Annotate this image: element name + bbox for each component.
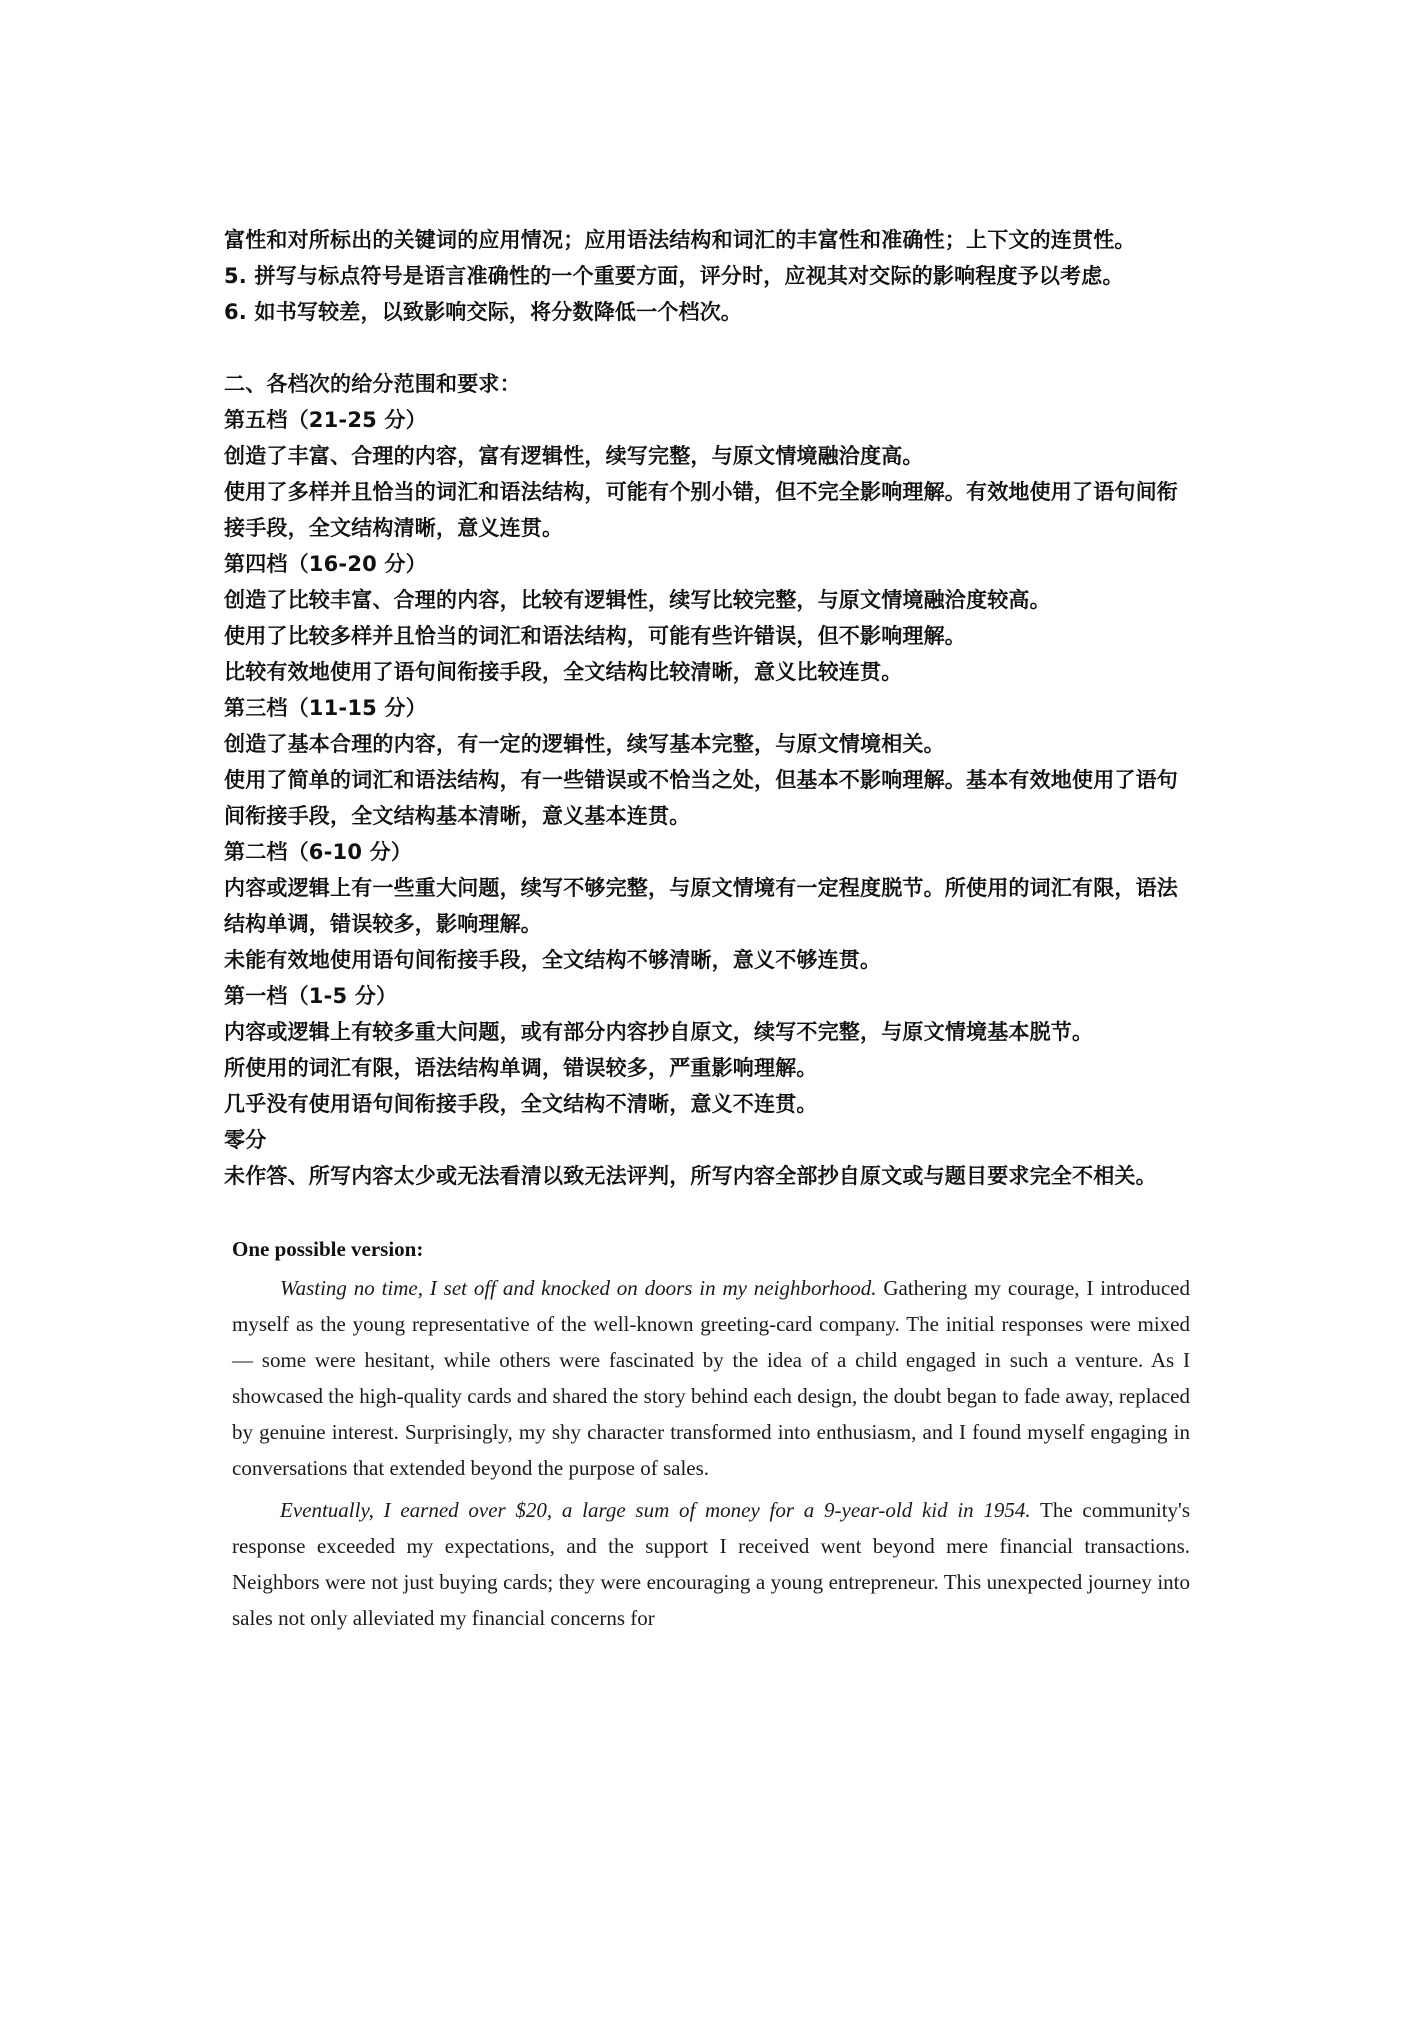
paragraph-lead: Eventually, I earned over $20, a large sum of money for a 9-year-old kid in 1954. <box>280 1498 1031 1522</box>
level-line: 比较有效地使用了语句间衔接手段，全文结构比较清晰，意义比较连贯。 <box>224 660 903 684</box>
level-line: 使用了多样并且恰当的词汇和语法结构，可能有个别小错，但不完全影响理解。有效地使用了语句间衔接手段，全文结构清晰，意义连贯。 <box>224 480 1178 540</box>
level-line: 创造了丰富、合理的内容，富有逻辑性，续写完整，与原文情境融洽度高。 <box>224 444 924 468</box>
level-title: 第一档（1-5 分） <box>224 984 398 1008</box>
level-title: 第五档（21-25 分） <box>224 408 427 432</box>
level-line: 使用了简单的词汇和语法结构，有一些错误或不恰当之处，但基本不影响理解。基本有效地使用了语句间衔接手段，全文结构基本清晰，意义基本连贯。 <box>224 768 1178 828</box>
level-title: 第四档（16-20 分） <box>224 552 427 576</box>
level-line: 几乎没有使用语句间衔接手段，全文结构不清晰，意义不连贯。 <box>224 1092 818 1116</box>
level-title: 第三档（11-15 分） <box>224 696 427 720</box>
level-title: 第二档（6-10 分） <box>224 840 413 864</box>
rubric-line: 6. 如书写较差，以致影响交际，将分数降低一个档次。 <box>224 300 743 324</box>
level-line: 所使用的词汇有限，语法结构单调，错误较多，严重影响理解。 <box>224 1056 818 1080</box>
level-line: 创造了基本合理的内容，有一定的逻辑性，续写基本完整，与原文情境相关。 <box>224 732 945 756</box>
rubric-line: 富性和对所标出的关键词的应用情况；应用语法结构和词汇的丰富性和准确性；上下文的连贯性。 <box>224 228 1136 252</box>
paragraph-body: The community's response exceeded my expectations, and the support I received went beyond mere financial transactions. Neighbors were not just buying cards; they were encouraging a young entrepreneur. This unexpected journey into sales not only alleviated my financial concerns for <box>232 1498 1190 1630</box>
paragraph-lead: Wasting no time, I set off and knocked on doors in my neighborhood. <box>280 1276 877 1300</box>
sample-heading: One possible version: <box>232 1237 424 1261</box>
level-line: 使用了比较多样并且恰当的词汇和语法结构，可能有些许错误，但不影响理解。 <box>224 624 966 648</box>
paragraph-body: Gathering my courage, I introduced myself as the young representative of the well-known greeting-card company. The initial responses were mixed — some were hesitant, while others were fascinated by the idea of a child engaged in such a venture. As I showcased the high-quality cards and shared the story behind each design, the doubt began to fade away, replaced by genuine interest. Surprisingly, my shy character transformed into enthusiasm, and I found myself engaging in conversations that extended beyond the purpose of sales. <box>232 1276 1190 1480</box>
sample-paragraph <box>232 1270 1190 1486</box>
section-heading: 二、各档次的给分范围和要求： <box>224 372 521 396</box>
document-page <box>224 222 1190 1636</box>
level-title: 零分 <box>224 1128 267 1152</box>
level-line: 创造了比较丰富、合理的内容，比较有逻辑性，续写比较完整，与原文情境融洽度较高。 <box>224 588 1051 612</box>
level-line: 内容或逻辑上有一些重大问题，续写不够完整，与原文情境有一定程度脱节。所使用的词汇有限，语法结构单调，错误较多，影响理解。 <box>224 876 1178 936</box>
level-line: 未作答、所写内容太少或无法看清以致无法评判，所写内容全部抄自原文或与题目要求完全不相关。 <box>224 1164 1157 1188</box>
sample-paragraph <box>232 1492 1190 1636</box>
level-line: 内容或逻辑上有较多重大问题，或有部分内容抄自原文，续写不完整，与原文情境基本脱节。 <box>224 1020 1094 1044</box>
level-line: 未能有效地使用语句间衔接手段，全文结构不够清晰，意义不够连贯。 <box>224 948 882 972</box>
rubric-line: 5. 拼写与标点符号是语言准确性的一个重要方面，评分时，应视其对交际的影响程度予以考虑。 <box>224 264 1124 288</box>
